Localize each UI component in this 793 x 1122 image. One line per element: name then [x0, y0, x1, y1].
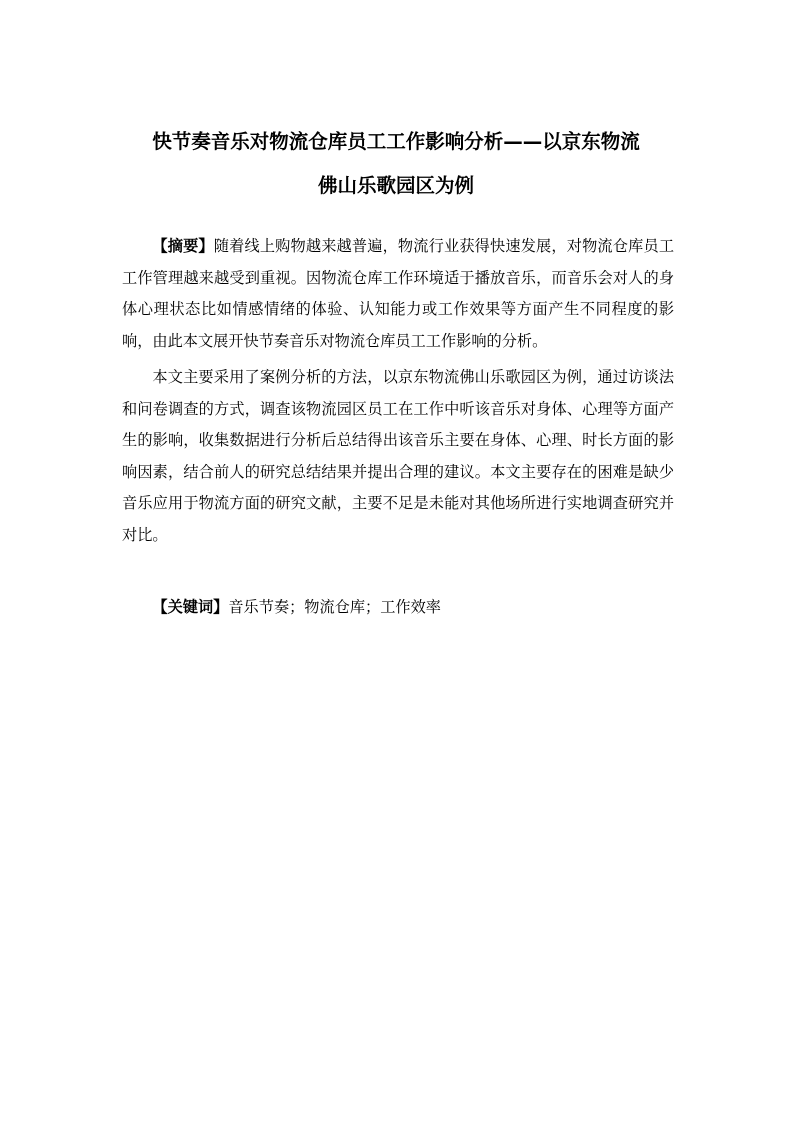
abstract-paragraph — [122, 231, 674, 357]
keywords-paragraph — [122, 592, 674, 624]
abstract-label: 【摘要】 — [152, 237, 214, 255]
paper-title-line-2: 佛山乐歌园区为例 — [317, 174, 474, 197]
body-paragraph: 本文主要采用了案例分析的方法，以京东物流佛山乐歌园区为例，通过访谈法和问卷调查的方式，调查该物流园区员工在工作中听该音乐对身体、心理等方面产生的影响，收集数据进行分析后总结得出该音乐主要在身体、心理、时长方面的影响因素，结合前人的研究总结结果并提出合理的建议。本文主要存在的困难是缺少音乐应用于物流方面的研究文献，主要不足是未能对其他场所进行实地调查研究并对比。 — [122, 368, 674, 544]
keywords-text: 音乐节奏；物流仓库；工作效率 — [228, 598, 441, 616]
paper-title-line-1: 快节奏音乐对物流仓库员工工作影响分析——以京东物流 — [152, 130, 640, 153]
keywords-label: 【关键词】 — [152, 598, 229, 616]
abstract-text: 随着线上购物越来越普遍，物流行业获得快速发展，对物流仓库员工工作管理越来越受到重视。因物流仓库工作环境适于播放音乐，而音乐会对人的身体心理状态比如情感情绪的体验、认知能力或工作效果等方面产生不同程度的影响，由此本文展开快节奏音乐对物流仓库员工工作影响的分析。 — [122, 237, 675, 350]
